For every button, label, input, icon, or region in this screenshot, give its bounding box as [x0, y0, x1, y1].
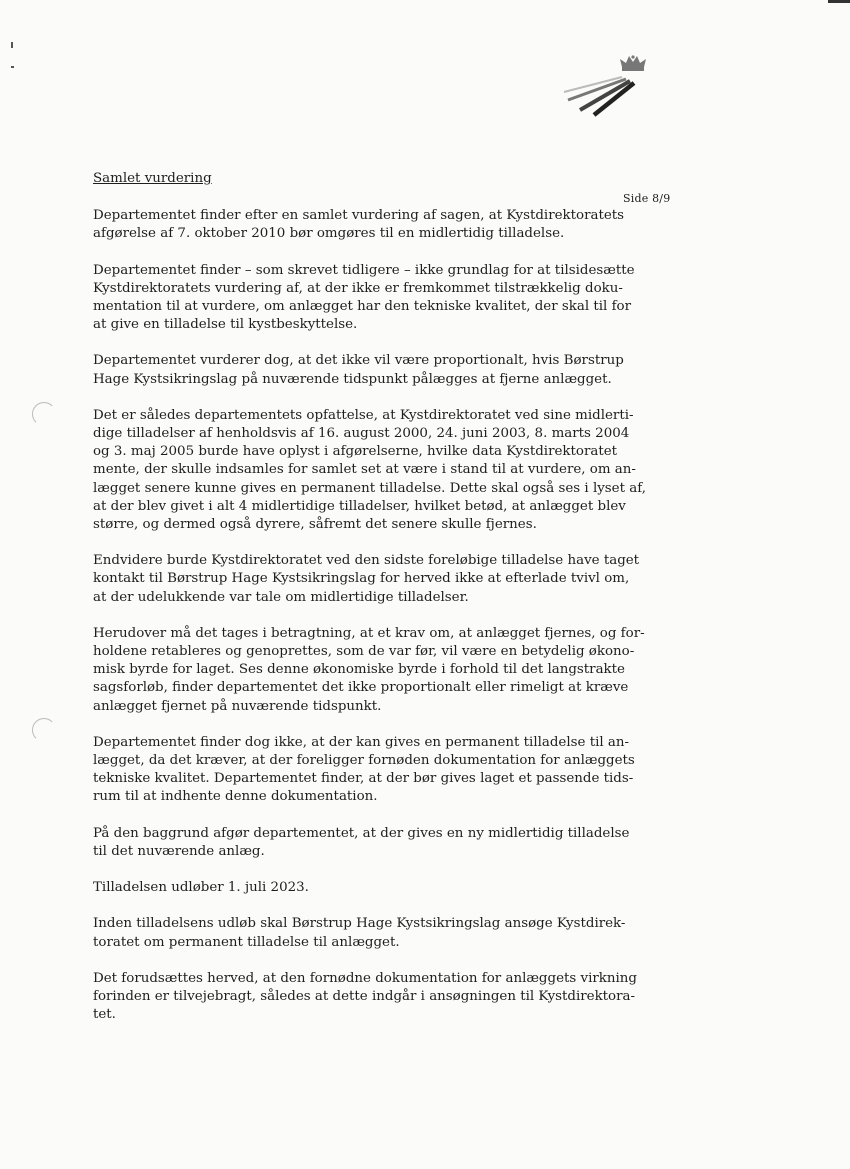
paragraph — [93, 262, 635, 335]
punch-hole-mark — [32, 718, 56, 742]
section-heading: Samlet vurdering — [93, 171, 212, 186]
scan-edge-mark — [828, 0, 850, 3]
text-line: Endvidere burde Kystdirektoratet ved den sidste foreløbige tilladelse have taget — [93, 553, 640, 569]
text-line: til det nuværende anlæg. — [93, 843, 265, 859]
text-line: toratet om permanent tilladelse til anlægget. — [93, 934, 400, 950]
text-line: mente, der skulle indsamles for samlet set at være i stand til at vurdere, om an- — [93, 462, 636, 478]
text-line: forinden er tilvejebragt, således at dette indgår i ansøgningen til Kystdirektora- — [93, 988, 636, 1004]
text-line: Departementet finder dog ikke, at der kan gives en permanent tilladelse til an- — [93, 734, 630, 750]
text-line: anlægget fjernet på nuværende tidspunkt. — [93, 698, 382, 714]
text-line: lægget senere kunne gives en permanent tilladelse. Dette skal også ses i lyset af, — [93, 480, 646, 496]
punch-hole-mark — [32, 402, 56, 426]
paragraph — [93, 207, 625, 243]
text-line: dige tilladelser af henholdsvis af 16. august 2000, 24. juni 2003, 8. marts 2004 — [93, 426, 630, 442]
text-line: at give en tilladelse til kystbeskyttelse. — [93, 317, 358, 333]
text-line: Herudover må det tages i betragtning, at et krav om, at anlægget fjernes, og for- — [93, 625, 645, 641]
text-line: tet. — [93, 1007, 116, 1023]
text-line: Det er således departementets opfattelse, at Kystdirektoratet ved sine midlerti- — [93, 407, 634, 423]
text-line: mentation til at vurdere, om anlægget har den tekniske kvalitet, der skal til for — [93, 299, 632, 315]
paragraph — [93, 407, 646, 534]
page-number: Side 8/9 — [623, 192, 671, 205]
text-line: sagsforløb, finder departementet det ikke proportionalt eller rimeligt at kræve — [93, 680, 629, 696]
text-line: Kystdirektoratets vurdering af, at der ikke er fremkommet tilstrækkelig doku- — [93, 280, 623, 296]
scan-speck — [11, 66, 14, 68]
text-line: Departementet finder – som skrevet tidligere – ikke grundlag for at tilsidesætte — [93, 262, 635, 278]
text-line: rum til at indhente denne dokumentation. — [93, 789, 378, 805]
text-line: Departementet vurderer dog, at det ikke vil være proportionalt, hvis Børstrup — [93, 353, 624, 369]
paragraph — [93, 625, 645, 716]
paragraph — [93, 970, 637, 1025]
text-line: at der udelukkende var tale om midlertidige tilladelser. — [93, 589, 469, 605]
paragraph — [93, 879, 593, 897]
text-line: og 3. maj 2005 burde have oplyst i afgørelserne, hvilke data Kystdirektoratet — [93, 444, 618, 460]
text-line: større, og dermed også dyrere, såfremt det senere skulle fjernes. — [93, 517, 537, 533]
scan-speck — [11, 42, 13, 48]
paragraph — [93, 352, 624, 388]
text-line: misk byrde for laget. Ses denne økonomiske byrde i forhold til det langstrakte — [93, 662, 625, 678]
text-line: Det forudsættes herved, at den fornødne dokumentation for anlæggets virkning — [93, 970, 637, 986]
paragraph — [93, 915, 626, 951]
text-line: Inden tilladelsens udløb skal Børstrup Hage Kystsikringslag ansøge Kystdirek- — [93, 916, 626, 932]
text-line: holdene retableres og genoprettes, som de var før, vil være en betydelig økono- — [93, 644, 635, 660]
text-line: tekniske kvalitet. Departementet finder, at der bør gives laget et passende tids- — [93, 771, 634, 787]
text-line: lægget, da det kræver, at der foreligger fornøden dokumentation for anlæggets — [93, 753, 635, 769]
document-body — [93, 170, 646, 1042]
paragraph — [93, 734, 635, 807]
text-line: Hage Kystsikringslag på nuværende tidspunkt pålægges at fjerne anlægget. — [93, 371, 612, 387]
text-line: Tilladelsen udløber 1. juli 2023. — [93, 880, 309, 896]
text-line: Departementet finder efter en samlet vurdering af sagen, at Kystdirektoratets — [93, 208, 625, 224]
paragraph — [93, 825, 630, 861]
text-line: at der blev givet i alt 4 midlertidige tilladelser, hvilket betød, at anlægget blev — [93, 498, 626, 514]
paragraph — [93, 552, 640, 607]
text-line: På den baggrund afgør departementet, at der gives en ny midlertidig tilladelse — [93, 825, 630, 841]
text-line: afgørelse af 7. oktober 2010 bør omgøres til en midlertidig tilladelse. — [93, 226, 565, 242]
crown-stripes-logo-icon — [560, 55, 655, 120]
text-line: kontakt til Børstrup Hage Kystsikringslag for herved ikke at efterlade tvivl om, — [93, 571, 630, 587]
